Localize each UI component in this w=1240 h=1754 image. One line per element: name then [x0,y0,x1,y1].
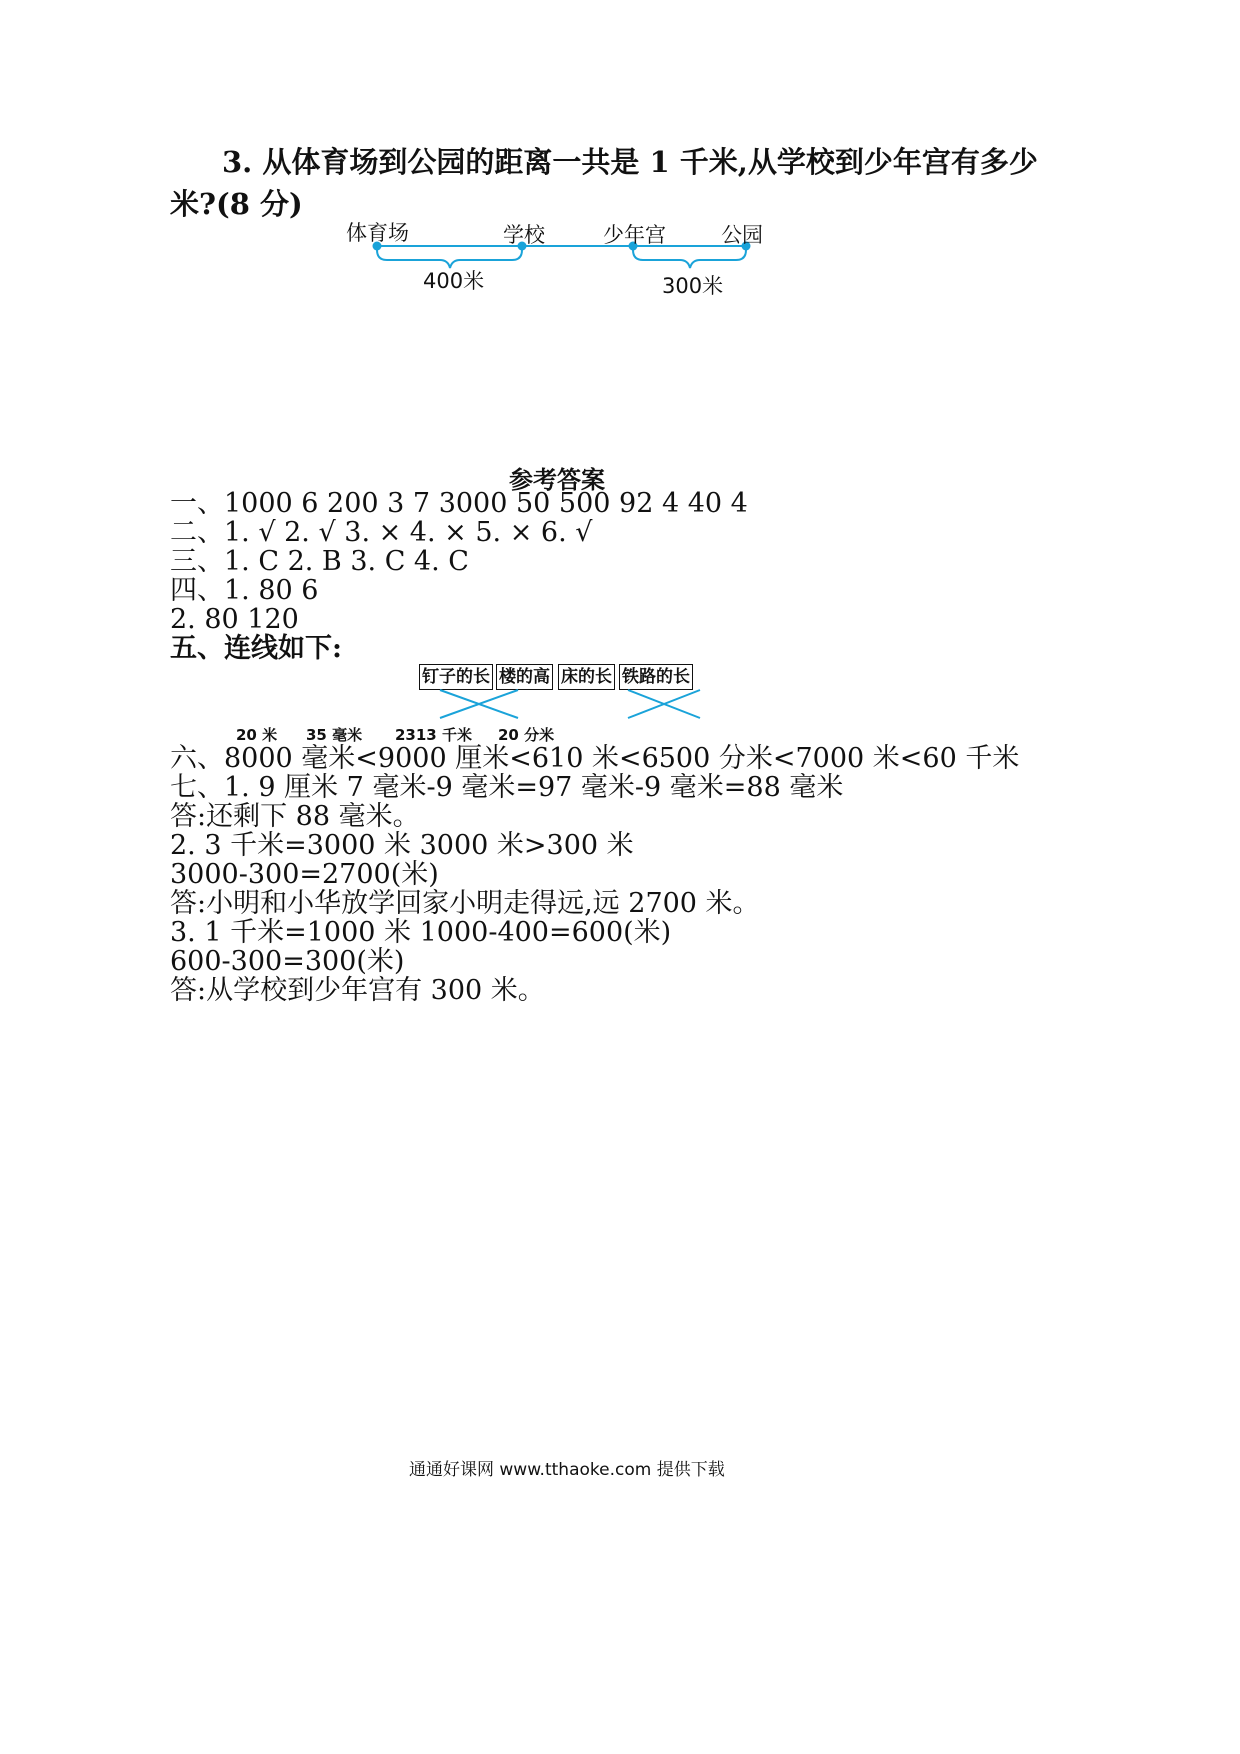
matching-lines [400,688,720,724]
answers-title: 参考答案 [509,466,605,494]
match-box-building: 楼的高 [496,664,553,690]
answer-line-13: 3. 1 千米=1000 米 1000-400=600(米) [170,917,672,948]
label-park: 公园 [721,223,763,247]
answer-line-12: 答:小明和小华放学回家小明走得远,远 2700 米。 [170,888,760,919]
answer-line-14: 600-300=300(米) [170,946,405,977]
answer-line-10: 2. 3 千米=3000 米 3000 米>300 米 [170,830,634,861]
answer-line-2: 二、1. √ 2. √ 3. × 4. × 5. × 6. √ [170,517,593,548]
match-value-2: 35 毫米 [306,726,363,744]
label-stadium: 体育场 [346,221,409,245]
answer-line-15: 答:从学校到少年宫有 300 米。 [170,975,545,1006]
answer-line-8: 七、1. 9 厘米 7 毫米-9 毫米=97 毫米-9 毫米=88 毫米 [170,772,844,803]
match-value-4: 20 分米 [498,726,555,744]
answer-line-1: 一、1000 6 200 3 7 3000 50 500 92 4 40 4 [170,488,748,519]
label-school: 学校 [503,223,545,247]
question-line-2: 米?(8 分) [170,187,303,221]
answer-line-5: 2. 80 120 [170,604,299,635]
label-youth-palace: 少年宫 [603,223,666,247]
match-value-3: 2313 千米 [395,726,472,744]
answer-line-11: 3000-300=2700(米) [170,859,439,890]
footer-text: 通通好课网 www.tthaoke.com 提供下载 [409,1460,725,1480]
match-box-bed: 床的长 [558,664,615,690]
brace-300 [633,250,746,268]
match-box-railway: 铁路的长 [619,664,693,690]
label-400m: 400米 [423,269,485,293]
match-value-1: 20 米 [236,726,278,744]
answer-line-7: 六、8000 毫米<9000 厘米<610 米<6500 分米<7000 米<60 千米 [170,743,1020,774]
answer-line-6: 五、连线如下: [170,633,342,664]
match-box-nail: 钉子的长 [419,664,493,690]
answer-line-3: 三、1. C 2. B 3. C 4. C [170,546,469,577]
label-300m: 300米 [662,274,724,298]
answer-line-4: 四、1. 80 6 [170,575,319,606]
answer-line-9: 答:还剩下 88 毫米。 [170,801,420,832]
question-line-1: 3. 从体育场到公园的距离一共是 1 千米,从学校到少年宫有多少 [222,145,1038,179]
